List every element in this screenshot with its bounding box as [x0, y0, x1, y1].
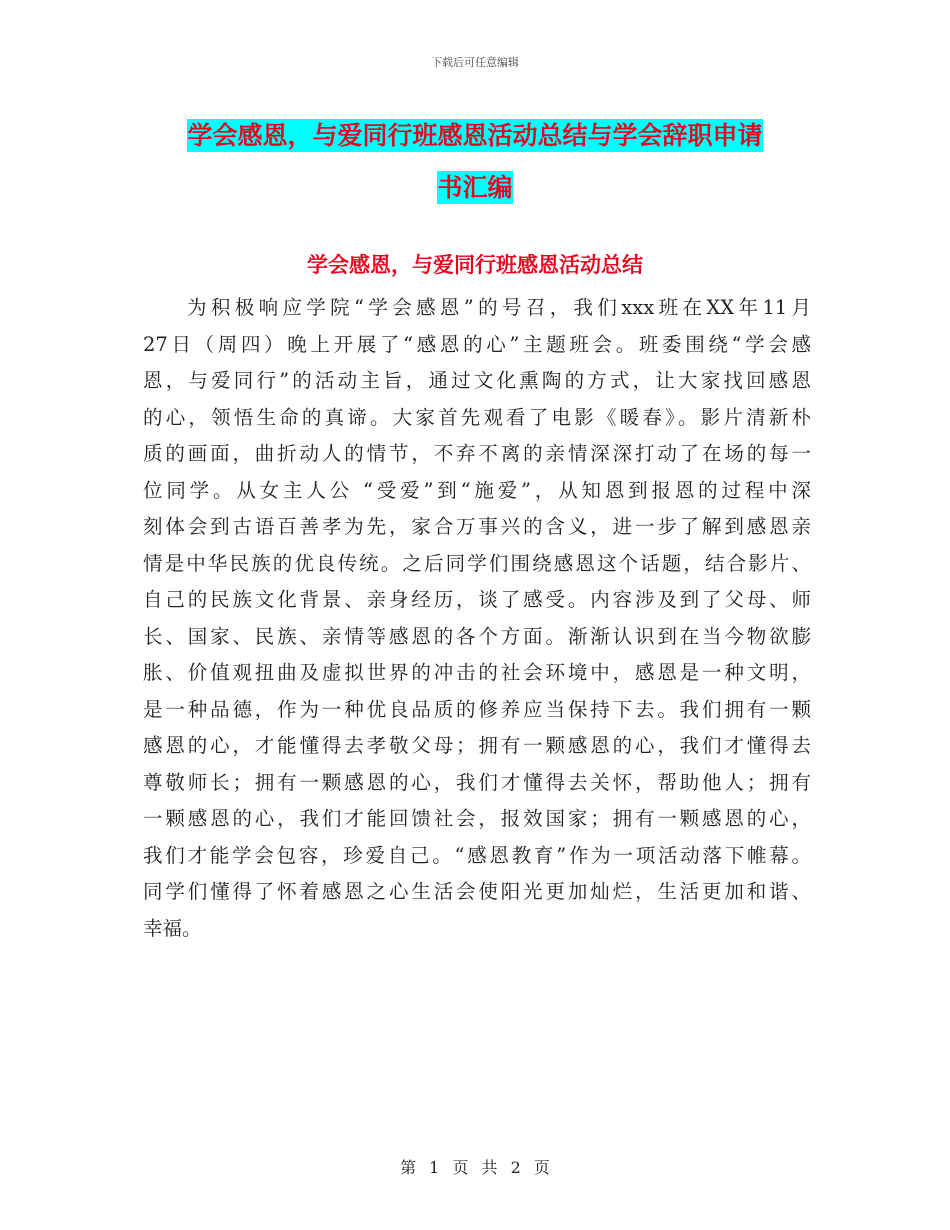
title-line-1: 学会感恩，与爱同行班感恩活动总结与学会辞职申请 [187, 121, 763, 150]
body-line: 感恩的心，才能懂得去孝敬父母；拥有一颗感恩的心，我们才懂得去 [143, 734, 811, 757]
header-note: 下载后可任意编辑 [431, 56, 519, 69]
title-line-2: 书汇编 [437, 173, 513, 202]
body-line: 长、国家、民族、亲情等感恩的各个方面。渐渐认识到在当今物欲膨 [143, 624, 811, 648]
section-title: 学会感恩，与爱同行班感恩活动总结 [307, 253, 643, 277]
body-line: 一颗感恩的心，我们才能回馈社会，报效国家；拥有一颗感恩的心， [143, 807, 811, 830]
body-line: 胀、价值观扭曲及虚拟世界的冲击的社会环境中，感恩是一种文明， [143, 661, 811, 684]
body-line: 为积极响应学院“学会感恩”的号召，我们xxx班在XX年11月 [187, 296, 811, 319]
page-footer: 第 1 页 共 2 页 [400, 1158, 550, 1177]
body-line: 尊敬师长；拥有一颗感恩的心，我们才懂得去关怀，帮助他人；拥有 [143, 770, 811, 794]
body-line: 自己的民族文化背景、亲身经历，谈了感受。内容涉及到了父母、师 [143, 588, 811, 611]
body-line: 位同学。从女主人公 “受爱”到“施爱”，从知恩到报恩的过程中深 [143, 478, 811, 502]
body-line: 27日（周四）晚上开展了“感恩的心”主题班会。班委围绕“学会感 [143, 332, 811, 356]
body-line: 刻体会到古语百善孝为先，家合万事兴的含义，进一步了解到感恩亲 [143, 515, 811, 538]
body-line: 的心，领悟生命的真谛。大家首先观看了电影《暖春》。影片清新朴 [143, 405, 811, 429]
body-line: 恩，与爱同行”的活动主旨，通过文化熏陶的方式，让大家找回感恩 [143, 369, 811, 392]
body-line: 是一种品德，作为一种优良品质的修养应当保持下去。我们拥有一颗 [143, 697, 811, 721]
body-line: 同学们懂得了怀着感恩之心生活会使阳光更加灿烂，生活更加和谐、 [143, 880, 811, 903]
body-paragraph [143, 290, 811, 947]
body-line: 幸福。 [143, 916, 202, 940]
body-line: 情是中华民族的优良传统。之后同学们围绕感恩这个话题，结合影片、 [143, 551, 811, 575]
document-title [140, 110, 810, 214]
body-line: 质的画面，曲折动人的情节，不弃不离的亲情深深打动了在场的每一 [143, 442, 811, 465]
body-line: 我们才能学会包容，珍爱自己。“感恩教育”作为一项活动落下帷幕。 [143, 843, 811, 867]
